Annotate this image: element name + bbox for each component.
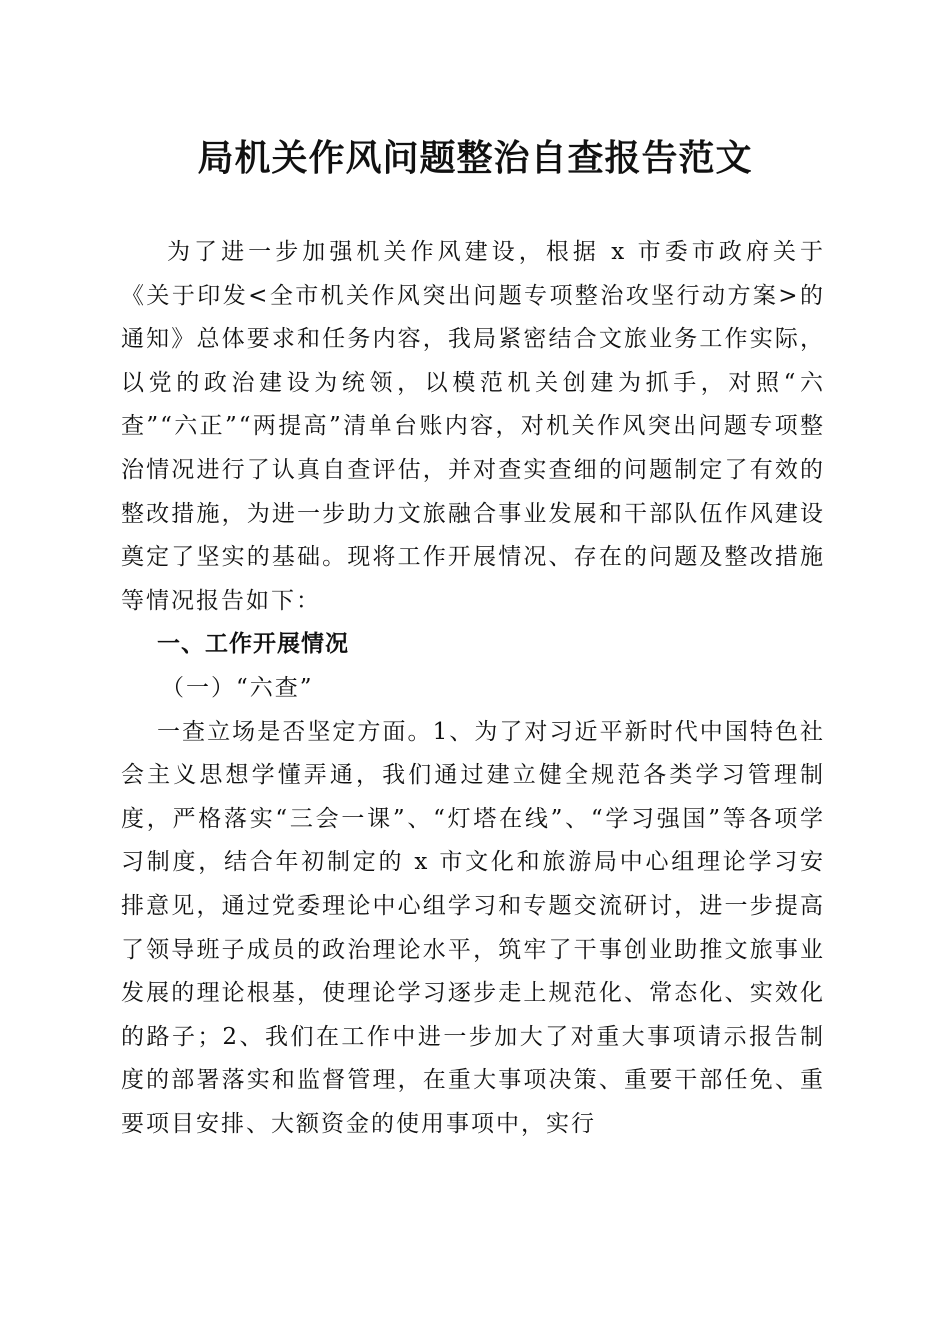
subsection-heading: （一）“六查”: [161, 674, 314, 701]
intro-paragraph: 为了进一步加强机关作风建设，根据 x 市委市政府关于《关于印发<全市机关作风突出问题专项整治攻坚行动方案>的通知》总体要求和任务内容，我局紧密结合文旅业务工作实际，以党的政治建设为统领，以模范机关创建为抓手，对照“六查”“六正”“两提高”清单台账内容，对机关作风突出问题专项整治情况进行了认真自查评估，并对查实查细的问题制定了有效的整改措施，为进一步助力文旅融合事业发展和干部队伍作风建设奠定了坚实的基础。现将工作开展情况、存在的问题及整改措施等情况报告如下：: [121, 239, 825, 614]
section-heading: 一、工作开展情况: [157, 631, 349, 658]
document-body: [121, 231, 825, 1146]
document-title: 局机关作风问题整治自查报告范文: [197, 138, 753, 179]
body-paragraph: 一查立场是否坚定方面。1、为了对习近平新时代中国特色社会主义思想学懂弄通，我们通过建立健全规范各类学习管理制度，严格落实“三会一课”、“灯塔在线”、“学习强国”等各项学习制度，结合年初制定的 x 市文化和旅游局中心组理论学习安排意见，通过党委理论中心组学习和专题交流研讨，进一步提高了领导班子成员的政治理论水平，筑牢了干事创业助推文旅事业发展的理论根基，使理论学习逐步走上规范化、常态化、实效化的路子；2、我们在工作中进一步加大了对重大事项请示报告制度的部署落实和监督管理，在重大事项决策、重要干部任免、重要项目安排、大额资金的使用事项中，实行: [121, 718, 825, 1137]
